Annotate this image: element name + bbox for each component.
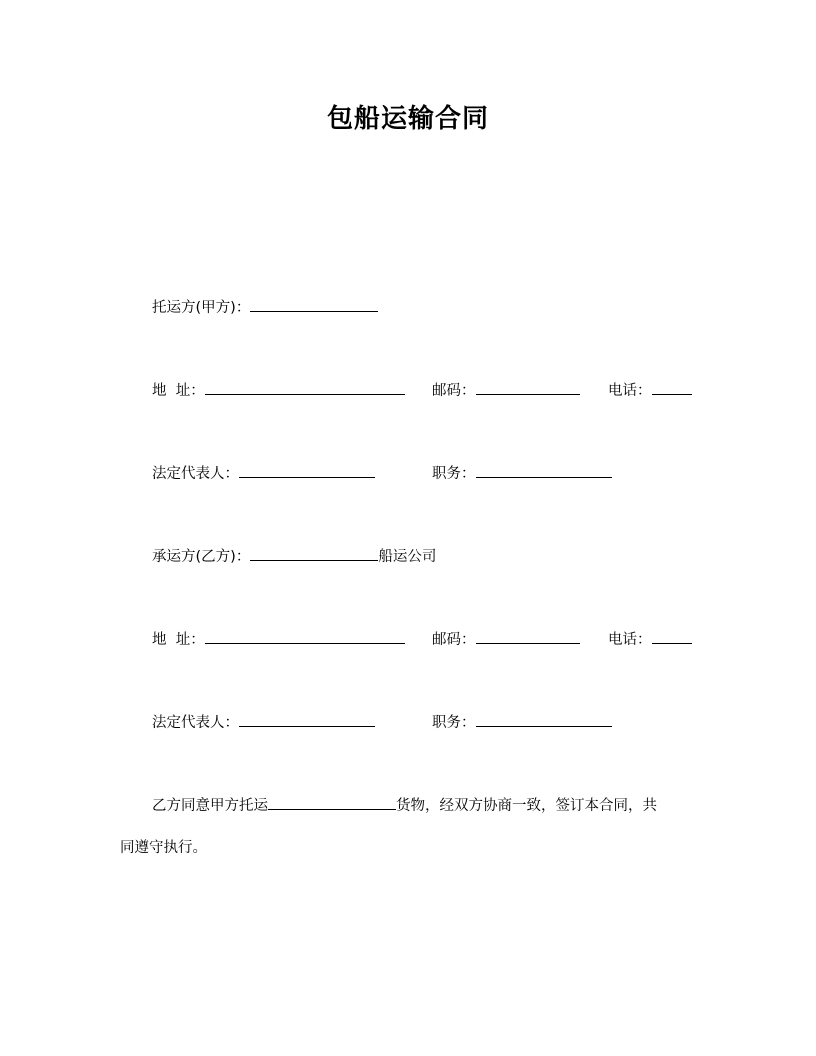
shipper-label: 托运方(甲方)： [152, 300, 251, 316]
shipper-legal-rep-blank [239, 463, 375, 478]
shipper-name-blank [250, 297, 378, 312]
shipper-postcode-row [432, 380, 580, 401]
shipper-position-row [432, 463, 612, 484]
carrier-label: 承运方(乙方)： [152, 549, 251, 565]
carrier-name-blank [250, 546, 378, 561]
carrier-suffix: 船运公司 [378, 549, 437, 565]
shipper-legal-rep-label: 法定代表人： [152, 466, 239, 482]
body-line1-start: 乙方同意甲方托运 [152, 798, 268, 814]
shipper-position-label: 职务： [432, 466, 476, 482]
carrier-address-label: 地 址： [152, 632, 205, 648]
document-title: 包船运输合同 [326, 104, 489, 134]
carrier-address-blank [205, 629, 405, 644]
shipper-legal-rep-row [152, 463, 375, 484]
shipper-row [152, 297, 378, 318]
carrier-legal-rep-label: 法定代表人： [152, 715, 239, 731]
shipper-address-label: 地 址： [152, 383, 205, 399]
cargo-blank [268, 795, 396, 810]
carrier-postcode-blank [476, 629, 580, 644]
shipper-postcode-label: 邮码： [432, 383, 476, 399]
body-line1-end: 货物，经双方协商一致，签订本合同，共 [396, 798, 657, 814]
carrier-postcode-label: 邮码： [432, 632, 476, 648]
shipper-address-row [152, 380, 405, 401]
shipper-address-blank [205, 380, 405, 395]
shipper-postcode-blank [476, 380, 580, 395]
carrier-position-row [432, 712, 612, 733]
carrier-postcode-row [432, 629, 580, 650]
shipper-phone-label: 电话： [608, 383, 652, 399]
shipper-phone-row [608, 380, 692, 401]
carrier-legal-rep-row [152, 712, 375, 733]
carrier-position-blank [476, 712, 612, 727]
carrier-phone-label: 电话： [608, 632, 652, 648]
body-line-2 [120, 838, 207, 858]
carrier-legal-rep-blank [239, 712, 375, 727]
carrier-position-label: 职务： [432, 715, 476, 731]
shipper-position-blank [476, 463, 612, 478]
shipper-phone-blank [652, 380, 692, 395]
carrier-phone-blank [652, 629, 692, 644]
body-line-1 [152, 795, 657, 816]
carrier-address-row [152, 629, 405, 650]
body-line2: 同遵守执行。 [120, 840, 207, 856]
carrier-phone-row [608, 629, 692, 650]
carrier-row [152, 546, 436, 567]
